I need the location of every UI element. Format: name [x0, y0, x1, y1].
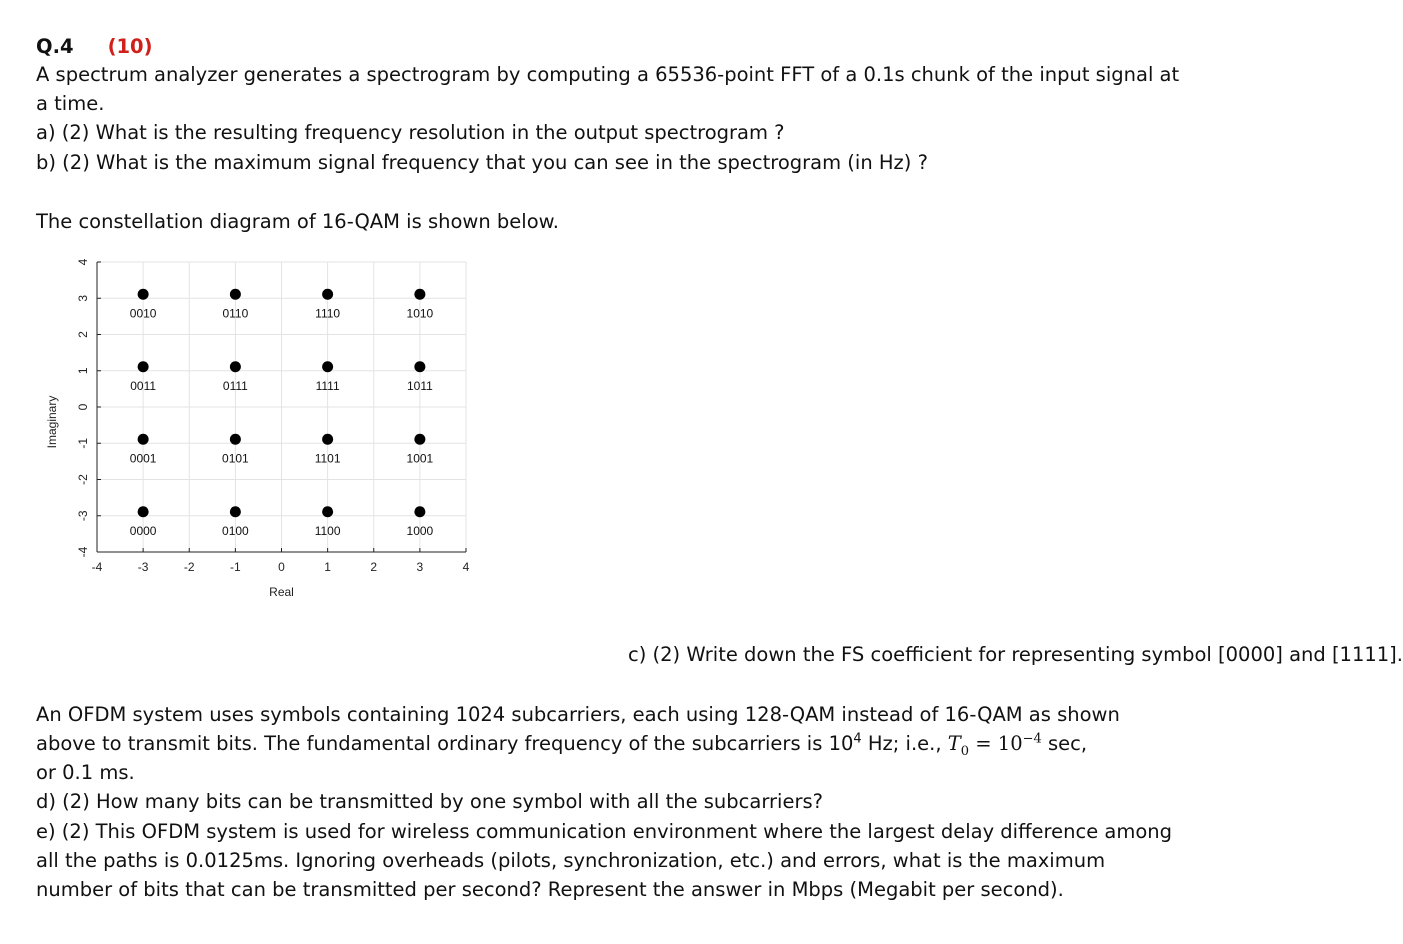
constellation-intro: The constellation diagram of 16-QAM is shown below.: [36, 210, 559, 233]
ofdm-period-symbol: T: [947, 732, 961, 755]
constellation-point-label: 0100: [222, 523, 249, 538]
constellation-point-label: 0010: [129, 306, 157, 321]
ofdm-period-subscript: 0: [960, 743, 970, 759]
constellation-point-label: 1010: [406, 306, 434, 321]
ofdm-exponent-1: 4: [853, 731, 862, 747]
constellation-point: [230, 434, 241, 445]
constellation-point: [230, 289, 241, 300]
constellation-point-label: 1011: [406, 378, 433, 393]
constellation-point: [322, 361, 333, 372]
part-e-line-3: number of bits that can be transmitted per second? Represent the answer in Mbps (Megabit per second).: [36, 878, 1064, 901]
ofdm-line-1: An OFDM system uses symbols containing 1024 subcarriers, each using 128-QAM instead of 16-QAM as shown: [36, 703, 1120, 726]
ofdm-line-2-c: sec,: [1041, 732, 1088, 755]
constellation-point-label: 1000: [406, 523, 434, 538]
constellation-point-label: 1111: [315, 378, 340, 393]
part-d: d) (2) How many bits can be transmitted by one symbol with all the subcarriers?: [36, 790, 823, 813]
y-tick-label: -4: [76, 546, 90, 558]
part-e-line-1: e) (2) This OFDM system is used for wireless communication environment where the largest delay difference among: [36, 820, 1173, 843]
part-e-line-2: all the paths is 0.0125ms. Ignoring overheads (pilots, synchronization, etc.) and errors, what is the maximum: [36, 849, 1106, 872]
constellation-point: [322, 434, 333, 445]
constellation-point-label: 0011: [130, 378, 157, 393]
part-c: c) (2) Write down the FS coefficient for representing symbol [0000] and [1111].: [628, 643, 1403, 666]
y-tick-label: 0: [76, 403, 90, 411]
ofdm-exponent-2: −4: [1022, 731, 1042, 747]
constellation-point: [414, 434, 425, 445]
constellation-point: [138, 506, 149, 517]
constellation-point: [414, 289, 425, 300]
constellation-point: [138, 361, 149, 372]
intro-line-1: A spectrum analyzer generates a spectrogram by computing a 65536-point FFT of a 0.1s chunk of the input signal at: [36, 63, 1180, 86]
constellation-point-label: 0101: [222, 451, 249, 466]
ofdm-line-2-a: above to transmit bits. The fundamental ordinary frequency of the subcarriers is 10: [36, 732, 854, 755]
ofdm-line-2: [36, 729, 1087, 759]
question-points: (10): [107, 35, 153, 58]
constellation-point: [322, 289, 333, 300]
ofdm-equals: = 10: [969, 732, 1023, 755]
constellation-point: [138, 434, 149, 445]
part-a: a) (2) What is the resulting frequency resolution in the output spectrogram ?: [36, 121, 785, 144]
constellation-point: [138, 289, 149, 300]
constellation-point-label: 0110: [222, 306, 249, 321]
constellation-point-label: 0000: [129, 523, 157, 538]
x-tick-label: 0: [278, 560, 285, 574]
y-tick-label: 3: [76, 294, 90, 302]
constellation-point-label: 1100: [314, 523, 341, 538]
constellation-point-label: 0001: [129, 451, 157, 466]
intro-line-2: a time.: [36, 92, 105, 115]
x-tick-label: 2: [370, 560, 378, 574]
y-tick-label: -2: [76, 474, 90, 485]
x-axis-label: Real: [269, 585, 294, 599]
x-tick-label: 1: [324, 560, 331, 574]
y-tick-label: -3: [76, 510, 90, 522]
y-tick-label: -1: [76, 437, 90, 449]
x-tick-label: -3: [137, 560, 149, 574]
constellation-point: [414, 361, 425, 372]
y-axis-label: Imaginary: [45, 395, 59, 449]
y-tick-label: 2: [76, 331, 90, 338]
constellation-point-label: 1110: [315, 306, 341, 321]
constellation-point-label: 0111: [222, 378, 248, 393]
question-number: Q.4: [36, 35, 74, 58]
constellation-point: [414, 506, 425, 517]
constellation-point-label: 1101: [314, 451, 341, 466]
part-b: b) (2) What is the maximum signal frequency that you can see in the spectrogram (in Hz) ?: [36, 151, 928, 174]
constellation-point: [230, 361, 241, 372]
x-tick-label: 4: [462, 560, 470, 574]
x-tick-label: -2: [183, 560, 195, 574]
x-tick-label: -1: [230, 560, 241, 574]
constellation-point: [322, 506, 333, 517]
x-tick-label: -4: [91, 560, 103, 574]
ofdm-line-2-b: Hz; i.e.,: [861, 732, 948, 755]
y-tick-label: 1: [76, 367, 90, 375]
constellation-point-label: 1001: [406, 451, 434, 466]
constellation-point: [230, 506, 241, 517]
x-tick-label: 3: [416, 560, 424, 574]
y-tick-label: 4: [76, 258, 90, 266]
ofdm-line-3: or 0.1 ms.: [36, 761, 135, 784]
